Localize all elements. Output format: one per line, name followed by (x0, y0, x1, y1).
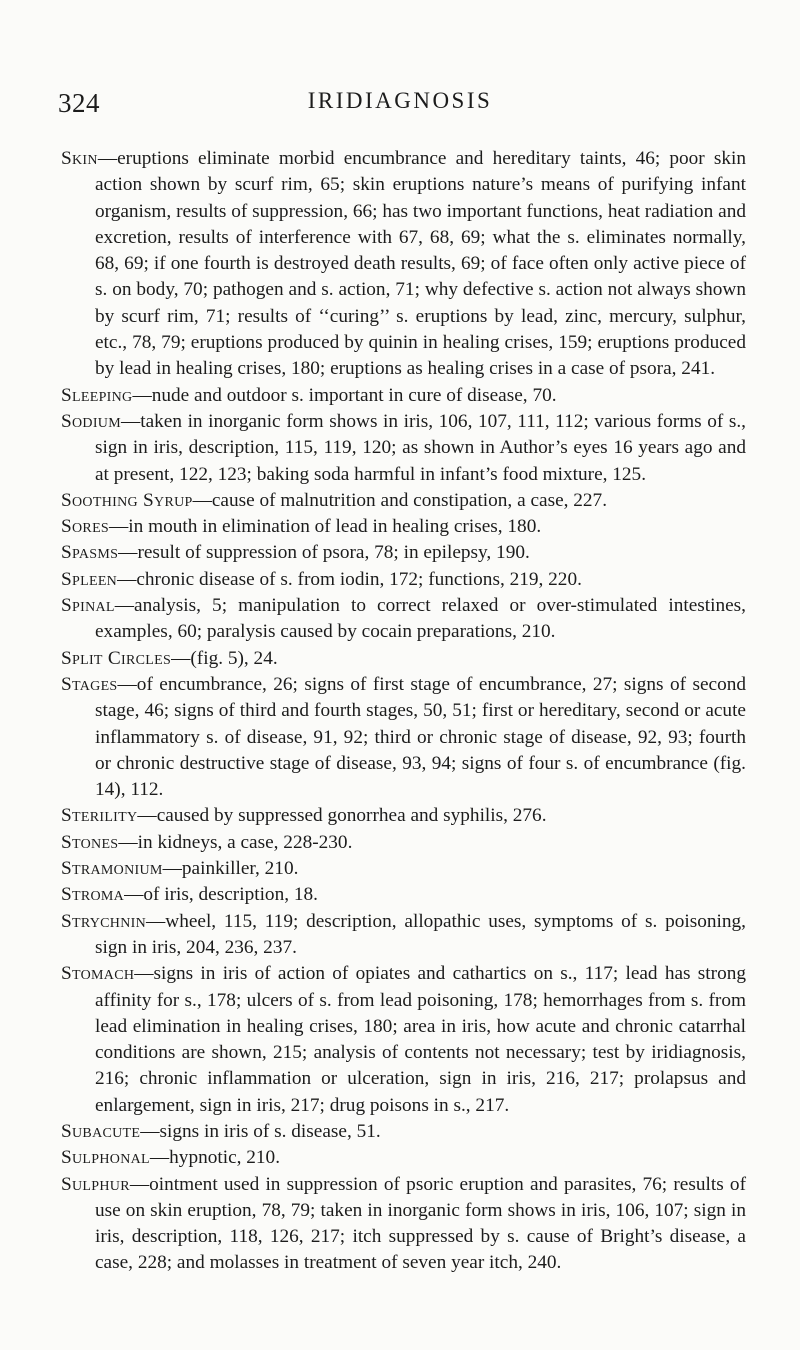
entry-heading: Split Circles (61, 647, 172, 669)
entry-heading: Stramonium (61, 858, 163, 880)
index-entry (61, 672, 746, 803)
entry-text: —cause of malnutrition and constipation, a case, 227. (192, 489, 608, 511)
entry-text: —of iris, description, 18. (124, 884, 318, 906)
entry-heading: Sterility (61, 805, 138, 827)
page-header (58, 88, 742, 128)
entry-heading: Stages (61, 673, 118, 695)
index-entry (61, 1119, 746, 1145)
entry-heading: Stroma (61, 884, 125, 906)
entry-heading: Subacute (61, 1120, 141, 1142)
index-entry (61, 646, 746, 672)
entry-text: —hypnotic, 210. (149, 1147, 281, 1169)
index-entry (61, 830, 746, 856)
index-entry (61, 488, 746, 514)
index-list (61, 146, 746, 1277)
entry-text: —chronic disease of s. from iodin, 172; functions, 219, 220. (117, 568, 582, 590)
entry-text: —taken in inorganic form shows in iris, 106, 107, 111, 112; various forms of s., sign in iris, description, 115, 119, 120; as shown in Author’s eyes 16 years ago and at present, 122, 123; baking soda harmful in infant’s food mixture, 125. (95, 410, 746, 485)
index-entry (61, 514, 746, 540)
page-number: 324 (58, 88, 100, 118)
entry-text: —of encumbrance, 26; signs of first stage of encumbrance, 27; signs of second stage, 46; signs of third and fourth stages, 50, 51; first or hereditary, second or acute inflammatory s. of disease, 91, 92; third or chronic stage of disease, 92, 93; fourth or chronic destructive stage of disease, 93, 94; signs of four s. of encumbrance (fig. 14), 112. (95, 673, 746, 801)
index-entry (61, 909, 746, 962)
entry-text: —analysis, 5; manipulation to correct relaxed or over-stimulated intestines, examples, 60; paralysis caused by cocain preparations, 210. (95, 595, 746, 643)
entry-heading: Spleen (61, 568, 118, 590)
index-entry (61, 409, 746, 488)
running-title: IRIDIAGNOSIS (307, 88, 493, 113)
entry-heading: Strychnin (61, 910, 146, 932)
entry-heading: Sores (61, 516, 110, 538)
index-entry (61, 540, 746, 566)
index-entry (61, 882, 746, 908)
entry-heading: Sodium (61, 410, 121, 432)
entry-heading: Sulphonal (61, 1147, 150, 1169)
entry-text: —caused by suppressed gonorrhea and syphilis, 276. (137, 805, 547, 827)
index-entry (61, 383, 746, 409)
entry-heading: Spinal (61, 595, 115, 617)
index-entry (61, 856, 746, 882)
entry-text: —in kidneys, a case, 228-230. (118, 831, 353, 853)
entry-text: —ointment used in suppression of psoric eruption and parasites, 76; results of use on skin eruption, 78, 79; taken in inorganic form shows in iris, 106, 107; sign in iris, description, 118, 126, 217; itch suppressed by s. cause of Bright’s disease, a case, 228; and molasses in treatment of seven year itch, 240. (95, 1173, 746, 1274)
entry-text: —painkiller, 210. (162, 858, 299, 880)
entry-text: —result of suppression of psora, 78; in epilepsy, 190. (118, 542, 530, 564)
entry-text: —wheel, 115, 119; description, allopathic uses, symptoms of s. poisoning, sign in iris, 204, 236, 237. (95, 910, 746, 958)
entry-text: —(fig. 5), 24. (171, 647, 278, 669)
index-entry (61, 961, 746, 1119)
entry-heading: Skin (61, 148, 98, 169)
entry-text: —nude and outdoor s. important in cure of disease, 70. (132, 384, 557, 406)
entry-heading: Sulphur (61, 1173, 130, 1195)
entry-heading: Soothing Syrup (61, 489, 193, 511)
entry-heading: Stomach (61, 963, 135, 985)
index-entry (61, 593, 746, 646)
index-entry (61, 146, 746, 383)
entry-heading: Sleeping (61, 384, 133, 406)
entry-text: —in mouth in elimination of lead in healing crises, 180. (109, 516, 542, 538)
index-entry (61, 1172, 746, 1277)
entry-text: —signs in iris of s. disease, 51. (140, 1120, 381, 1142)
index-entry (61, 567, 746, 593)
entry-heading: Stones (61, 831, 119, 853)
entry-text: —eruptions eliminate morbid encumbrance and hereditary taints, 46; poor skin action shown by scurf rim, 65; skin eruptions nature’s means of purifying infant organism, results of suppression, 66; has two important functions, heat radiation and excretion, results of interference with 67, 68, 69; what the s. eliminates normally, 68, 69; if one fourth is destroyed death results, 69; of face often only active piece of s. on body, 70; pathogen and s. action, 71; why defective s. action not always shown by scurf rim, 71; results of ‘‘curing’’ s. eruptions by lead, zinc, mercury, sulphur, etc., 78, 79; eruptions produced by quinin in healing crises, 159; eruptions produced by lead in healing crises, 180; eruptions as healing crises in a case of psora, 241. (95, 148, 746, 380)
entry-heading: Spasms (61, 542, 119, 564)
entry-text: —signs in iris of action of opiates and cathartics on s., 117; lead has strong affinity for s., 178; ulcers of s. from lead poisoning, 178; hemorrhages from s. from lead elimination in healing crises, 180; area in iris, how acute and chronic catarrhal conditions are shown, 215; analysis of contents not necessary; test by iridiagnosis, 216; chronic inflammation or ulceration, sign in iris, 216, 217; prolapsus and enlargement, sign in iris, 217; drug poisons in s., 217. (95, 963, 746, 1116)
index-entry (61, 1145, 746, 1171)
index-entry (61, 803, 746, 829)
